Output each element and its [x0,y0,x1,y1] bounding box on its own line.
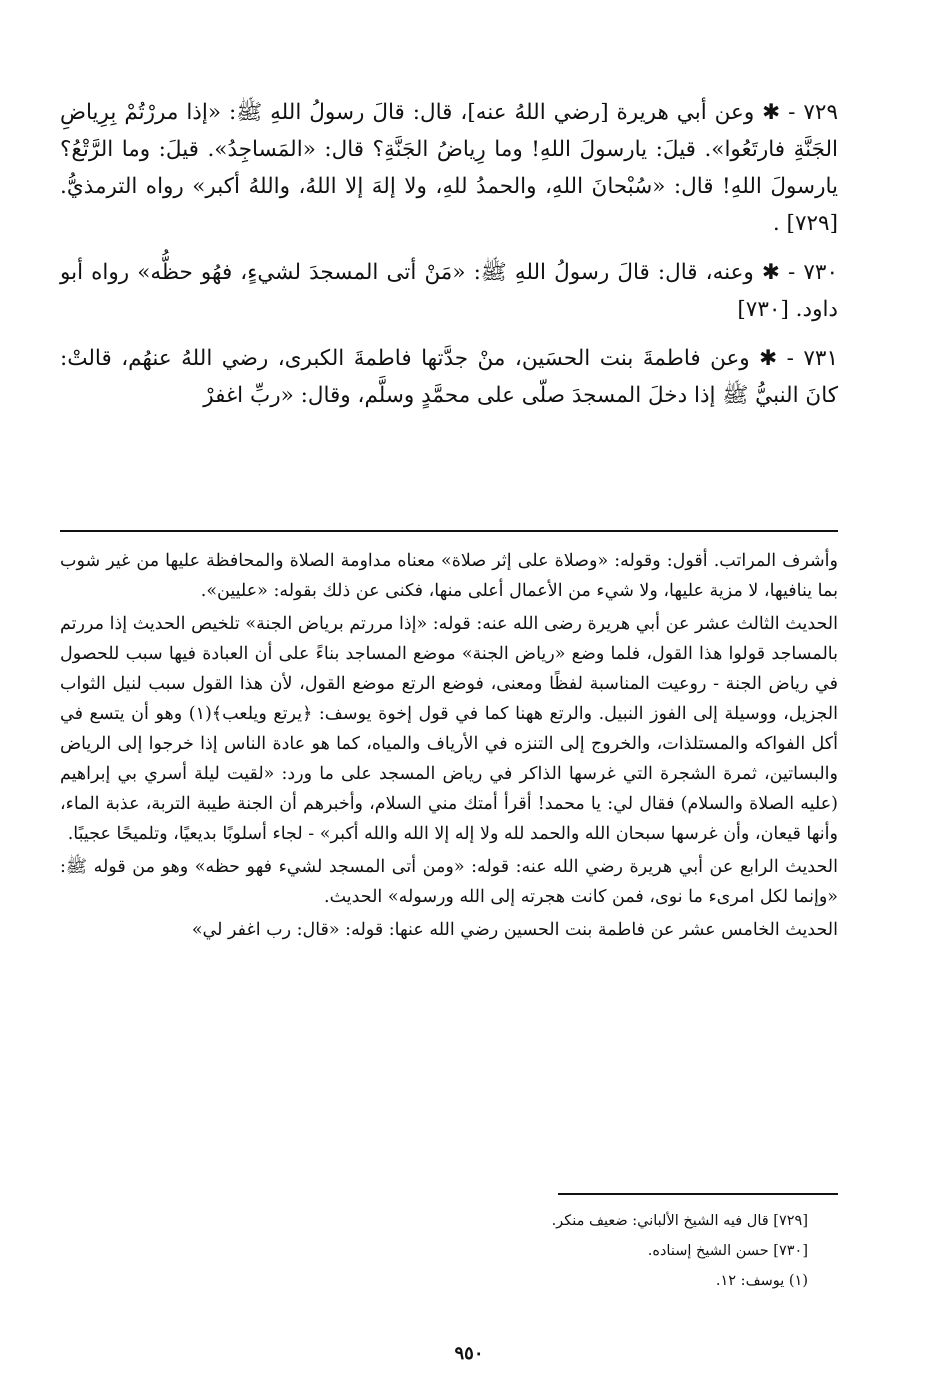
hadith-text [60,94,838,426]
hadith-730: ٧٣٠ - ✱ وعنه، قال: قالَ رسولُ اللهِ ﷺ: «مَنْ أتى المسجدَ لشيءٍ، فهُو حظُّه» رواه أبو داود. [٧٣٠] [60,260,838,322]
commentary [60,546,838,948]
footnote: (١) يوسف: ١٢. [715,1273,808,1289]
footnotes [60,1208,808,1298]
main-divider [60,530,838,532]
commentary-paragraph: الحديث الخامس عشر عن فاطمة بنت الحسين رضي الله عنها: قوله: «قال: رب اغفر لي» [191,920,838,940]
page-number: ٩٥٠ [454,1343,484,1364]
hadith-731: ٧٣١ - ✱ وعن فاطمةَ بنت الحسَين، منْ جدَّتها فاطمةَ الكبرى، رضي اللهُ عنهُم، قالتْ: كانَ النبيُّ ﷺ إذا دخلَ المسجدَ صلّى على محمَّدٍ وسلَّم، وقال: «ربِّ اغفرْ [60,346,838,408]
footnote-divider [558,1193,838,1195]
footnote: [٧٣٠] حسن الشيخ إسناده. [647,1243,808,1259]
commentary-paragraph: وأشرف المراتب. أقول: وقوله: «وصلاة على إثر صلاة» معناه مداومة الصلاة والمحافظة عليها من غير شوب بما ينافيها، لا مزية عليها، ولا شيء من الأعمال أعلى منها، فكنى عن ذلك بقوله: «عليين». [60,551,838,601]
commentary-paragraph: الحديث الرابع عن أبي هريرة رضي الله عنه: قوله: «ومن أتى المسجد لشيء فهو حظه» وهو من قوله ﷺ: «وإنما لكل امرىء ما نوى، فمن كانت هجرته إلى الله ورسوله» الحديث. [60,857,838,907]
commentary-paragraph: الحديث الثالث عشر عن أبي هريرة رضى الله عنه: قوله: «إذا مررتم برياض الجنة» تلخيص الحديث إذا مررتم بالمساجد قولوا هذا القول، فلما وضع «رياض الجنة» موضع المساجد بناءً على أن العبادة فيها سبب للحصول في رياض الجنة - روعيت المناسبة لفظًا ومعنى، فوضع الرتع موضع القول، لأن هذا القول سبب لنيل الثواب الجزيل، ووسيلة إلى الفوز النبيل. والرتع ههنا كما في قول إخوة يوسف: ﴿يرتع ويلعب﴾(١) وهو أن يتسع في أكل الفواكه والمستلذات، والخروج إلى التنزه في الأرياف والمياه، كما هو عادة الناس إذا خرجوا إلى الرياض والبساتين، ثمرة الشجرة التي غرسها الذاكر في رياض المسجد على ما ورد: «لقيت ليلة أسري بي إبراهيم (عليه الصلاة والسلام) فقال لي: يا محمد! أقرأ أمتك مني السلام، وأخبرهم أن الجنة طيبة التربة، عذبة الماء، وأنها قيعان، وأن غرسها سبحان الله والحمد لله ولا إله إلا الله والله أكبر» - لجاء أسلوبًا بديعيًا، وتلميحًا عجيبًا. [60,614,839,844]
footnote: [٧٢٩] قال فيه الشيخ الألباني: ضعيف منكر. [551,1213,808,1229]
hadith-729: ٧٢٩ - ✱ وعن أبي هريرة [رضي اللهُ عنه]، قال: قالَ رسولُ اللهِ ﷺ: «إذا مررْتُمْ بِرِياضِ الجَنَّةِ فارتَعُوا». قيلَ: يارسولَ اللهِ! وما رِياضُ الجَنَّةِ؟ قال: «المَساجِدُ». قيلَ: وما الرَّتْعُ؟ يارسولَ اللهِ! قال: «سُبْحانَ اللهِ، والحمدُ للهِ، ولا إلهَ إلا اللهُ، واللهُ أكبر» رواه الترمذيُّ. [٧٢٩] . [60,100,838,236]
